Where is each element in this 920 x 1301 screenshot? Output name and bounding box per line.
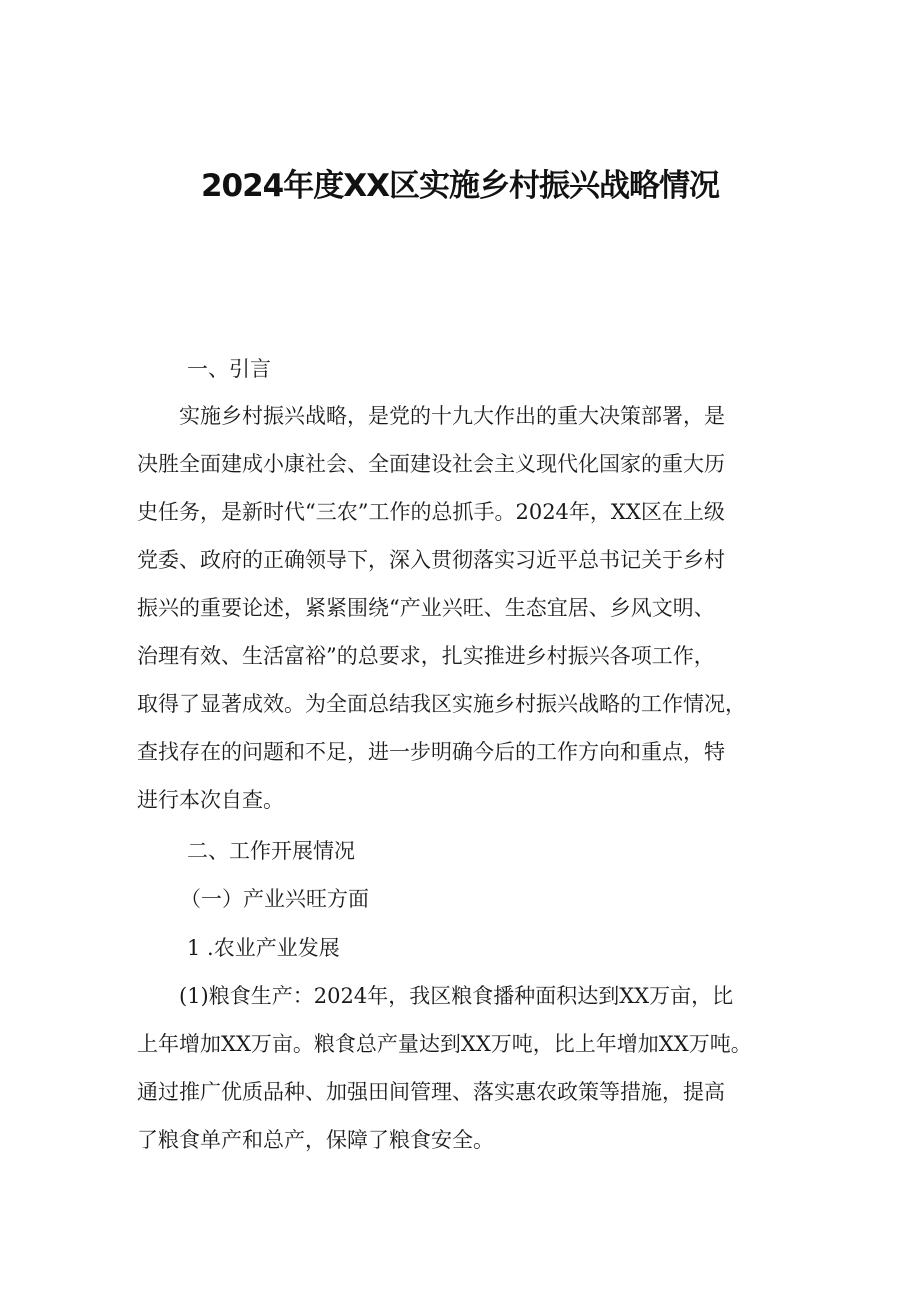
item1-heading: 1 .农业产业发展: [187, 936, 340, 960]
section1-heading: 一、引言: [187, 357, 271, 381]
paragraph-line: 史任务，是新时代“三农”工作的总抓手。2024年，XX区在上级: [137, 500, 725, 524]
paragraph-line: 查找存在的问题和不足，进一步明确今后的工作方向和重点，特: [137, 740, 725, 764]
document-title: 2024年度XX区实施乡村振兴战略情况: [200, 168, 720, 204]
paragraph-line: 了粮食单产和总产，保障了粮食安全。: [137, 1128, 494, 1152]
subsection1-heading: （一）产业兴旺方面: [180, 887, 369, 911]
paragraph-line: 取得了显著成效。为全面总结我区实施乡村振兴战略的工作情况，: [137, 692, 746, 716]
paragraph-line: 党委、政府的正确领导下，深入贯彻落实习近平总书记关于乡村: [137, 548, 725, 572]
paragraph-line: 通过推广优质品种、加强田间管理、落实惠农政策等措施，提高: [137, 1080, 725, 1104]
paragraph-line: 治理有效、生活富裕”的总要求，扎实推进乡村振兴各项工作，: [137, 644, 715, 668]
paragraph-line: 进行本次自查。: [137, 788, 284, 812]
section2-heading: 二、工作开展情况: [187, 839, 355, 863]
paragraph-line: 上年增加XX万亩。粮食总产量达到XX万吨，比上年增加XX万吨。: [137, 1032, 752, 1056]
intro-paragraph: [137, 392, 797, 824]
paragraph-line: 振兴的重要论述，紧紧围绕“产业兴旺、生态宜居、乡风文明、: [137, 596, 715, 620]
paragraph-line: 决胜全面建成小康社会、全面建设社会主义现代化国家的重大历: [137, 452, 725, 476]
paragraph-line: 实施乡村振兴战略，是党的十九大作出的重大决策部署，是: [179, 404, 725, 428]
grain-paragraph: [137, 972, 797, 1164]
paragraph-line: (1)粮食生产：2024年，我区粮食播种面积达到XX万亩，比: [179, 984, 734, 1008]
